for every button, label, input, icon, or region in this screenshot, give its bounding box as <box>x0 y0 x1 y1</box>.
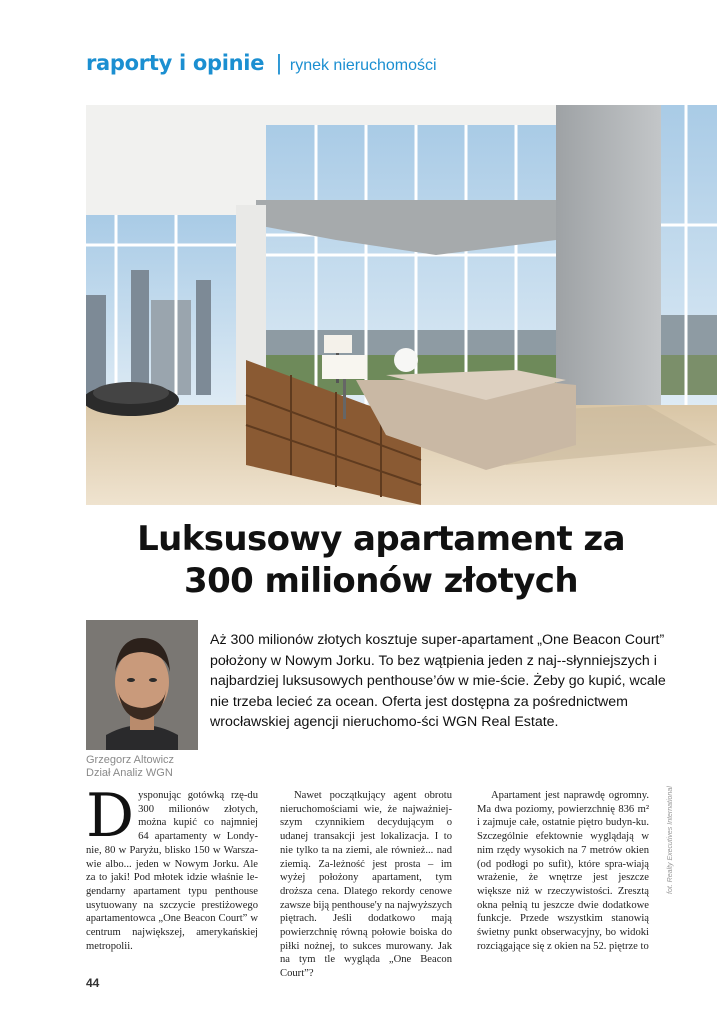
article-title <box>86 518 676 602</box>
hero-illustration <box>86 105 717 505</box>
body-column-1-text: ysponując gotówką rzę-du 300 milionów złotych, można kupić co najmniej 64 apartamenty w Londy-nie, 80 w Paryżu, blisko 150 w Warsza-wie albo... jeden w Nowym Jorku. Ale za to jaki! Pod młotek idzie właśnie le-gendarny apartament typu penthouse usytuowany na szczycie prestiżowego apartamentowca „One Beacon Court” w centrum największej, amerykańskiej metropolii. <box>86 790 258 952</box>
title-line-1: Luksusowy apartament za <box>137 519 625 559</box>
author-role: Dział Analiz WGN <box>86 767 173 779</box>
title-line-2: 300 milionów złotych <box>184 561 578 601</box>
page-number: 44 <box>86 976 100 990</box>
photo-credit: fot. Realty Executives International <box>667 786 674 894</box>
body-column-2: Nawet początkujący agent obrotu nieruchomościami wie, że najważniej-szym czynnikiem decydującym o udanej transakcji jest lokalizacja. I to nie tylko ta na ziemi, ale również... nad ziemią. Za-leżność jest prosta – im wyżej położony apartament, tym droższa cena. Dlatego rekordy cenowe zawsze biją penthouse'y na najwyższych piętrach. Jeśli dodatkowo mają powierzchnię równą połowie boiska do piłki nożnej, to sukces murowany. Jak na tym tle wygląda „One Beacon Court”? <box>280 790 452 980</box>
header-separator: | <box>276 50 282 75</box>
page-header <box>86 50 437 80</box>
article-lead: Aż 300 milionów złotych kosztuje super-apartament „One Beacon Court” położony w Nowym Jorku. To bez wątpienia jeden z naj--słynniejszych i najbardziej luksusowych penthouse’ów w mie-ście. Żeby go kupić, wcale nie trzeba lecieć za ocean. Oferta jest dostępna za pośrednictwem wrocławskiej agencji nieruchomo-ści WGN Real Estate. <box>210 632 666 730</box>
author-byline <box>86 754 174 780</box>
author-name: Grzegorz Altowicz <box>86 754 175 766</box>
subsection-title: rynek nieruchomości <box>289 57 437 74</box>
drop-cap: D <box>86 781 135 851</box>
author-photo <box>86 620 198 750</box>
hero-photo <box>86 105 717 505</box>
body-column-1 <box>86 781 258 953</box>
section-title: raporty i opinie <box>86 51 265 75</box>
author-portrait <box>86 620 198 750</box>
body-column-3: Apartament jest naprawdę ogromny. Ma dwa poziomy, powierzchnię 836 m² i zajmuje całe, ostatnie piętro budyn-ku. Szczególnie efektownie wyglądają w nim rzędy wysokich na 7 metrów okien (od podłogi po sufit), które spra-wiają wrażenie, że wnętrze jest jeszcze większe niż w rzeczywistości. Zresztą okna pełnią tu jeszcze dwie dodatkowe funkcje. Przede wszystkim stanowią świetny punkt obserwacyjny, bo widoki rozciągające się z okien na 52. piętrze to <box>477 790 649 952</box>
